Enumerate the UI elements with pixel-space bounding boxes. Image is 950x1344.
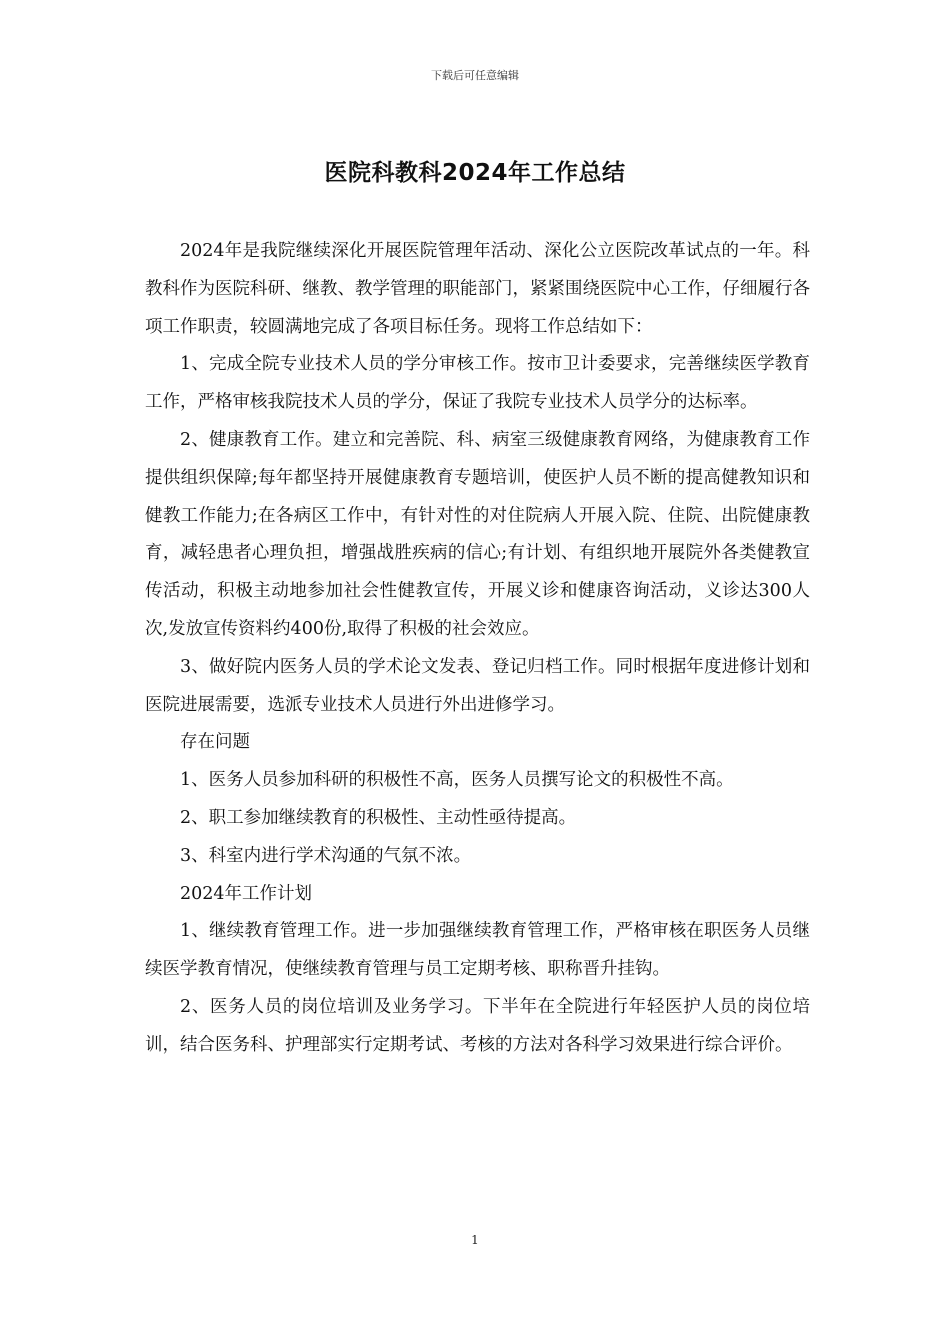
section-heading-problems: 存在问题 <box>180 732 250 753</box>
paragraph-item-2: 2、健康教育工作。建立和完善院、科、病室三级健康教育网络，为健康教育工作提供组织保障;每年都坚持开展健康教育专题培训，使医护人员不断的提高健教知识和健教工作能力;在各病区工作中，有针对性的对住院病人开展入院、住院、出院健康教育，减轻患者心理负担，增强战胜疾病的信心;有计划、有组织地开展院外各类健教宣传活动，积极主动地参加社会性健教宣传，开展义诊和健康咨询活动，义诊达300人次,发放宣传资料约400份,取得了积极的社会效应。 <box>145 429 810 639</box>
page-number: 1 <box>471 1233 479 1247</box>
document-body <box>145 233 810 1065</box>
section-heading-plan: 2024年工作计划 <box>180 883 313 904</box>
plan-item-1: 1、继续教育管理工作。进一步加强继续教育管理工作，严格审核在职医务人员继续医学教育情况，使继续教育管理与员工定期考核、职称晋升挂钩。 <box>145 921 810 980</box>
header-note: 下载后可任意编辑 <box>431 69 519 82</box>
problem-item-2: 2、职工参加继续教育的积极性、主动性亟待提高。 <box>180 807 577 828</box>
plan-item-2: 2、医务人员的岗位培训及业务学习。下半年在全院进行年轻医护人员的岗位培训，结合医务科、护理部实行定期考试、考核的方法对各科学习效果进行综合评价。 <box>145 996 810 1055</box>
document-title: 医院科教科2024年工作总结 <box>324 160 626 186</box>
paragraph-intro: 2024年是我院继续深化开展医院管理年活动、深化公立医院改革试点的一年。科教科作为医院科研、继教、教学管理的职能部门，紧紧围绕医院中心工作，仔细履行各项工作职责，较圆满地完成了各项目标任务。现将工作总结如下： <box>145 241 810 337</box>
paragraph-item-1: 1、完成全院专业技术人员的学分审核工作。按市卫计委要求，完善继续医学教育工作，严格审核我院技术人员的学分，保证了我院专业技术人员学分的达标率。 <box>145 354 810 413</box>
problem-item-3: 3、科室内进行学术沟通的气氛不浓。 <box>180 845 472 866</box>
paragraph-item-3: 3、做好院内医务人员的学术论文发表、登记归档工作。同时根据年度进修计划和医院进展需要，选派专业技术人员进行外出进修学习。 <box>145 656 810 715</box>
problem-item-1: 1、医务人员参加科研的积极性不高，医务人员撰写论文的积极性不高。 <box>180 770 734 791</box>
